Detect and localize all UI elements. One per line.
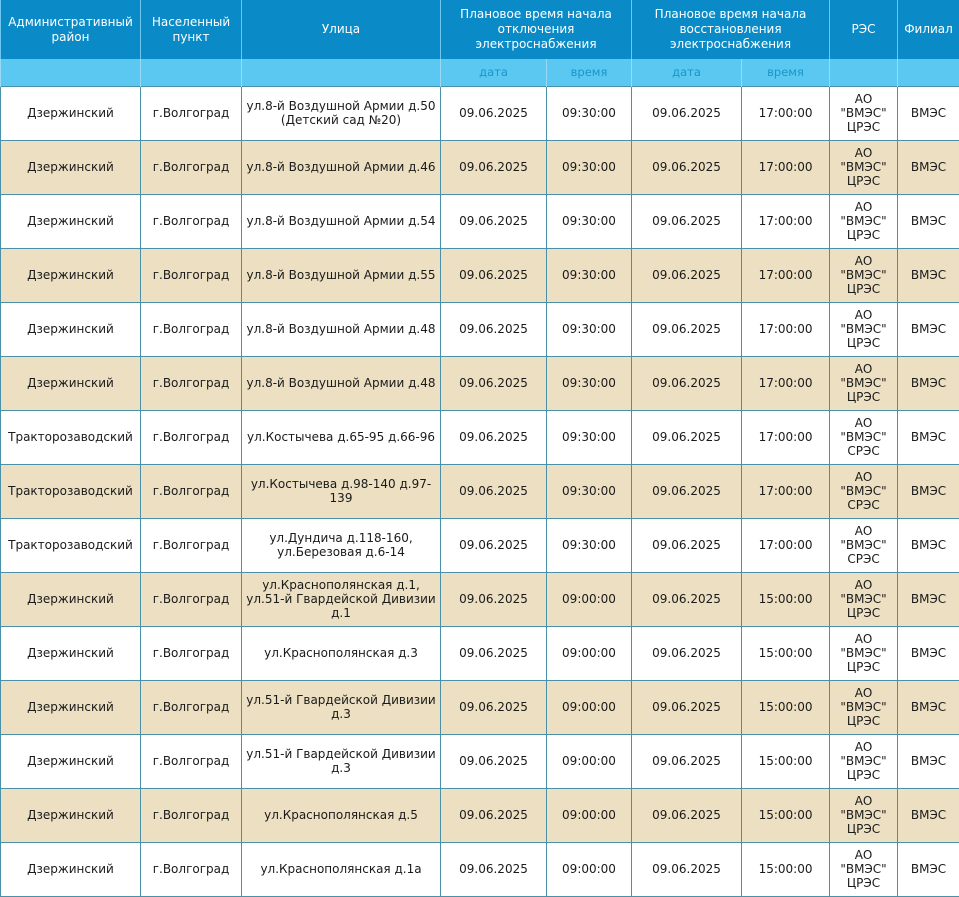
cell-off-date: 09.06.2025 [441, 356, 547, 410]
cell-off-time: 09:30:00 [547, 248, 632, 302]
subheader-empty [141, 59, 242, 86]
cell-restore-date: 09.06.2025 [632, 572, 742, 626]
cell-res: АО "ВМЭС" ЦРЭС [830, 248, 898, 302]
cell-off-time: 09:00:00 [547, 572, 632, 626]
cell-res: АО "ВМЭС" ЦРЭС [830, 356, 898, 410]
cell-street: ул.51-й Гвардейской Дивизии д.3 [242, 680, 441, 734]
cell-branch: ВМЭС [898, 410, 959, 464]
cell-restore-date: 09.06.2025 [632, 788, 742, 842]
col-street: Улица [242, 0, 441, 59]
cell-off-time: 09:30:00 [547, 464, 632, 518]
cell-district: Дзержинский [1, 194, 141, 248]
table-row [1, 680, 959, 734]
cell-locality: г.Волгоград [141, 194, 242, 248]
subheader-restore-time: время [742, 59, 830, 86]
cell-branch: ВМЭС [898, 842, 959, 896]
cell-off-time: 09:00:00 [547, 734, 632, 788]
cell-locality: г.Волгоград [141, 680, 242, 734]
cell-locality: г.Волгоград [141, 626, 242, 680]
cell-district: Дзержинский [1, 302, 141, 356]
cell-off-date: 09.06.2025 [441, 194, 547, 248]
cell-off-time: 09:00:00 [547, 680, 632, 734]
cell-locality: г.Волгоград [141, 86, 242, 140]
table-row [1, 140, 959, 194]
cell-restore-time: 17:00:00 [742, 302, 830, 356]
cell-district: Дзержинский [1, 734, 141, 788]
cell-off-date: 09.06.2025 [441, 140, 547, 194]
cell-branch: ВМЭС [898, 626, 959, 680]
cell-off-time: 09:30:00 [547, 410, 632, 464]
cell-res: АО "ВМЭС" ЦРЭС [830, 140, 898, 194]
subheader-restore-date: дата [632, 59, 742, 86]
cell-district: Дзержинский [1, 626, 141, 680]
cell-restore-date: 09.06.2025 [632, 842, 742, 896]
table-row [1, 410, 959, 464]
cell-street: ул.8-й Воздушной Армии д.55 [242, 248, 441, 302]
cell-restore-date: 09.06.2025 [632, 86, 742, 140]
cell-branch: ВМЭС [898, 464, 959, 518]
cell-district: Дзержинский [1, 356, 141, 410]
cell-locality: г.Волгоград [141, 464, 242, 518]
cell-off-date: 09.06.2025 [441, 626, 547, 680]
cell-branch: ВМЭС [898, 194, 959, 248]
col-locality: Населенный пункт [141, 0, 242, 59]
cell-district: Дзержинский [1, 140, 141, 194]
cell-off-date: 09.06.2025 [441, 86, 547, 140]
cell-district: Дзержинский [1, 842, 141, 896]
table-row [1, 572, 959, 626]
cell-branch: ВМЭС [898, 140, 959, 194]
cell-restore-time: 17:00:00 [742, 464, 830, 518]
cell-locality: г.Волгоград [141, 410, 242, 464]
table-row [1, 734, 959, 788]
cell-restore-time: 17:00:00 [742, 410, 830, 464]
cell-restore-date: 09.06.2025 [632, 302, 742, 356]
cell-restore-time: 17:00:00 [742, 248, 830, 302]
cell-res: АО "ВМЭС" СРЭС [830, 518, 898, 572]
cell-locality: г.Волгоград [141, 788, 242, 842]
col-admin-district: Административный район [1, 0, 141, 59]
cell-street: ул.Краснополянская д.1, ул.51-й Гвардейской Дивизии д.1 [242, 572, 441, 626]
cell-street: ул.51-й Гвардейской Дивизии д.3 [242, 734, 441, 788]
subheader-off-time: время [547, 59, 632, 86]
cell-locality: г.Волгоград [141, 248, 242, 302]
cell-street: ул.Костычева д.65-95 д.66-96 [242, 410, 441, 464]
cell-street: ул.Краснополянская д.1а [242, 842, 441, 896]
cell-locality: г.Волгоград [141, 140, 242, 194]
cell-off-date: 09.06.2025 [441, 410, 547, 464]
cell-branch: ВМЭС [898, 248, 959, 302]
cell-street: ул.8-й Воздушной Армии д.48 [242, 302, 441, 356]
cell-restore-time: 15:00:00 [742, 680, 830, 734]
cell-off-time: 09:30:00 [547, 140, 632, 194]
cell-restore-date: 09.06.2025 [632, 356, 742, 410]
subheader-empty [242, 59, 441, 86]
table-row [1, 194, 959, 248]
cell-locality: г.Волгоград [141, 842, 242, 896]
cell-branch: ВМЭС [898, 518, 959, 572]
table-header [1, 0, 959, 86]
cell-res: АО "ВМЭС" ЦРЭС [830, 680, 898, 734]
col-res: РЭС [830, 0, 898, 59]
cell-locality: г.Волгоград [141, 572, 242, 626]
table-row [1, 86, 959, 140]
cell-branch: ВМЭС [898, 86, 959, 140]
cell-off-date: 09.06.2025 [441, 842, 547, 896]
cell-res: АО "ВМЭС" ЦРЭС [830, 788, 898, 842]
table-row [1, 356, 959, 410]
cell-restore-time: 17:00:00 [742, 140, 830, 194]
cell-res: АО "ВМЭС" ЦРЭС [830, 194, 898, 248]
cell-locality: г.Волгоград [141, 518, 242, 572]
cell-district: Дзержинский [1, 680, 141, 734]
cell-restore-date: 09.06.2025 [632, 734, 742, 788]
cell-district: Тракторозаводский [1, 464, 141, 518]
table-row [1, 626, 959, 680]
cell-off-time: 09:00:00 [547, 842, 632, 896]
table-row [1, 302, 959, 356]
cell-restore-time: 17:00:00 [742, 86, 830, 140]
cell-street: ул.Краснополянская д.5 [242, 788, 441, 842]
cell-off-date: 09.06.2025 [441, 464, 547, 518]
cell-street: ул.Краснополянская д.3 [242, 626, 441, 680]
col-restore-start: Плановое время начала восстановления электроснабжения [632, 0, 830, 59]
cell-district: Тракторозаводский [1, 410, 141, 464]
cell-off-date: 09.06.2025 [441, 680, 547, 734]
cell-off-date: 09.06.2025 [441, 572, 547, 626]
cell-branch: ВМЭС [898, 572, 959, 626]
cell-restore-time: 17:00:00 [742, 356, 830, 410]
cell-restore-date: 09.06.2025 [632, 140, 742, 194]
cell-restore-date: 09.06.2025 [632, 410, 742, 464]
cell-res: АО "ВМЭС" ЦРЭС [830, 734, 898, 788]
cell-off-time: 09:30:00 [547, 86, 632, 140]
subheader-off-date: дата [441, 59, 547, 86]
cell-locality: г.Волгоград [141, 302, 242, 356]
cell-branch: ВМЭС [898, 680, 959, 734]
subheader-empty [1, 59, 141, 86]
table-row [1, 788, 959, 842]
cell-res: АО "ВМЭС" ЦРЭС [830, 842, 898, 896]
cell-restore-time: 17:00:00 [742, 518, 830, 572]
cell-street: ул.8-й Воздушной Армии д.48 [242, 356, 441, 410]
table-row [1, 464, 959, 518]
cell-off-time: 09:30:00 [547, 302, 632, 356]
cell-off-date: 09.06.2025 [441, 248, 547, 302]
cell-district: Дзержинский [1, 86, 141, 140]
cell-off-time: 09:30:00 [547, 194, 632, 248]
cell-branch: ВМЭС [898, 734, 959, 788]
table-row [1, 518, 959, 572]
cell-restore-date: 09.06.2025 [632, 518, 742, 572]
cell-res: АО "ВМЭС" ЦРЭС [830, 626, 898, 680]
cell-res: АО "ВМЭС" ЦРЭС [830, 572, 898, 626]
cell-branch: ВМЭС [898, 356, 959, 410]
cell-street: ул.Дундича д.118-160, ул.Березовая д.6-14 [242, 518, 441, 572]
cell-restore-date: 09.06.2025 [632, 248, 742, 302]
cell-restore-time: 15:00:00 [742, 734, 830, 788]
cell-street: ул.8-й Воздушной Армии д.46 [242, 140, 441, 194]
cell-res: АО "ВМЭС" СРЭС [830, 410, 898, 464]
subheader-empty [898, 59, 959, 86]
cell-restore-date: 09.06.2025 [632, 680, 742, 734]
cell-restore-date: 09.06.2025 [632, 626, 742, 680]
cell-street: ул.8-й Воздушной Армии д.54 [242, 194, 441, 248]
table-row [1, 842, 959, 896]
cell-street: ул.8-й Воздушной Армии д.50 (Детский сад №20) [242, 86, 441, 140]
cell-locality: г.Волгоград [141, 734, 242, 788]
cell-restore-time: 15:00:00 [742, 788, 830, 842]
cell-res: АО "ВМЭС" ЦРЭС [830, 302, 898, 356]
cell-off-time: 09:30:00 [547, 518, 632, 572]
cell-off-time: 09:00:00 [547, 788, 632, 842]
cell-district: Дзержинский [1, 788, 141, 842]
cell-district: Тракторозаводский [1, 518, 141, 572]
cell-off-date: 09.06.2025 [441, 302, 547, 356]
cell-restore-time: 15:00:00 [742, 572, 830, 626]
cell-restore-time: 15:00:00 [742, 626, 830, 680]
cell-restore-date: 09.06.2025 [632, 194, 742, 248]
cell-res: АО "ВМЭС" ЦРЭС [830, 86, 898, 140]
cell-off-date: 09.06.2025 [441, 734, 547, 788]
cell-branch: ВМЭС [898, 302, 959, 356]
cell-off-date: 09.06.2025 [441, 788, 547, 842]
cell-restore-time: 15:00:00 [742, 842, 830, 896]
cell-street: ул.Костычева д.98-140 д.97-139 [242, 464, 441, 518]
cell-off-date: 09.06.2025 [441, 518, 547, 572]
cell-district: Дзержинский [1, 572, 141, 626]
cell-off-time: 09:30:00 [547, 356, 632, 410]
table-body [1, 86, 959, 896]
cell-restore-date: 09.06.2025 [632, 464, 742, 518]
col-off-start: Плановое время начала отключения электроснабжения [441, 0, 632, 59]
col-branch: Филиал [898, 0, 959, 59]
cell-off-time: 09:00:00 [547, 626, 632, 680]
subheader-empty [830, 59, 898, 86]
cell-res: АО "ВМЭС" СРЭС [830, 464, 898, 518]
cell-restore-time: 17:00:00 [742, 194, 830, 248]
table-row [1, 248, 959, 302]
cell-district: Дзержинский [1, 248, 141, 302]
cell-branch: ВМЭС [898, 788, 959, 842]
cell-locality: г.Волгоград [141, 356, 242, 410]
